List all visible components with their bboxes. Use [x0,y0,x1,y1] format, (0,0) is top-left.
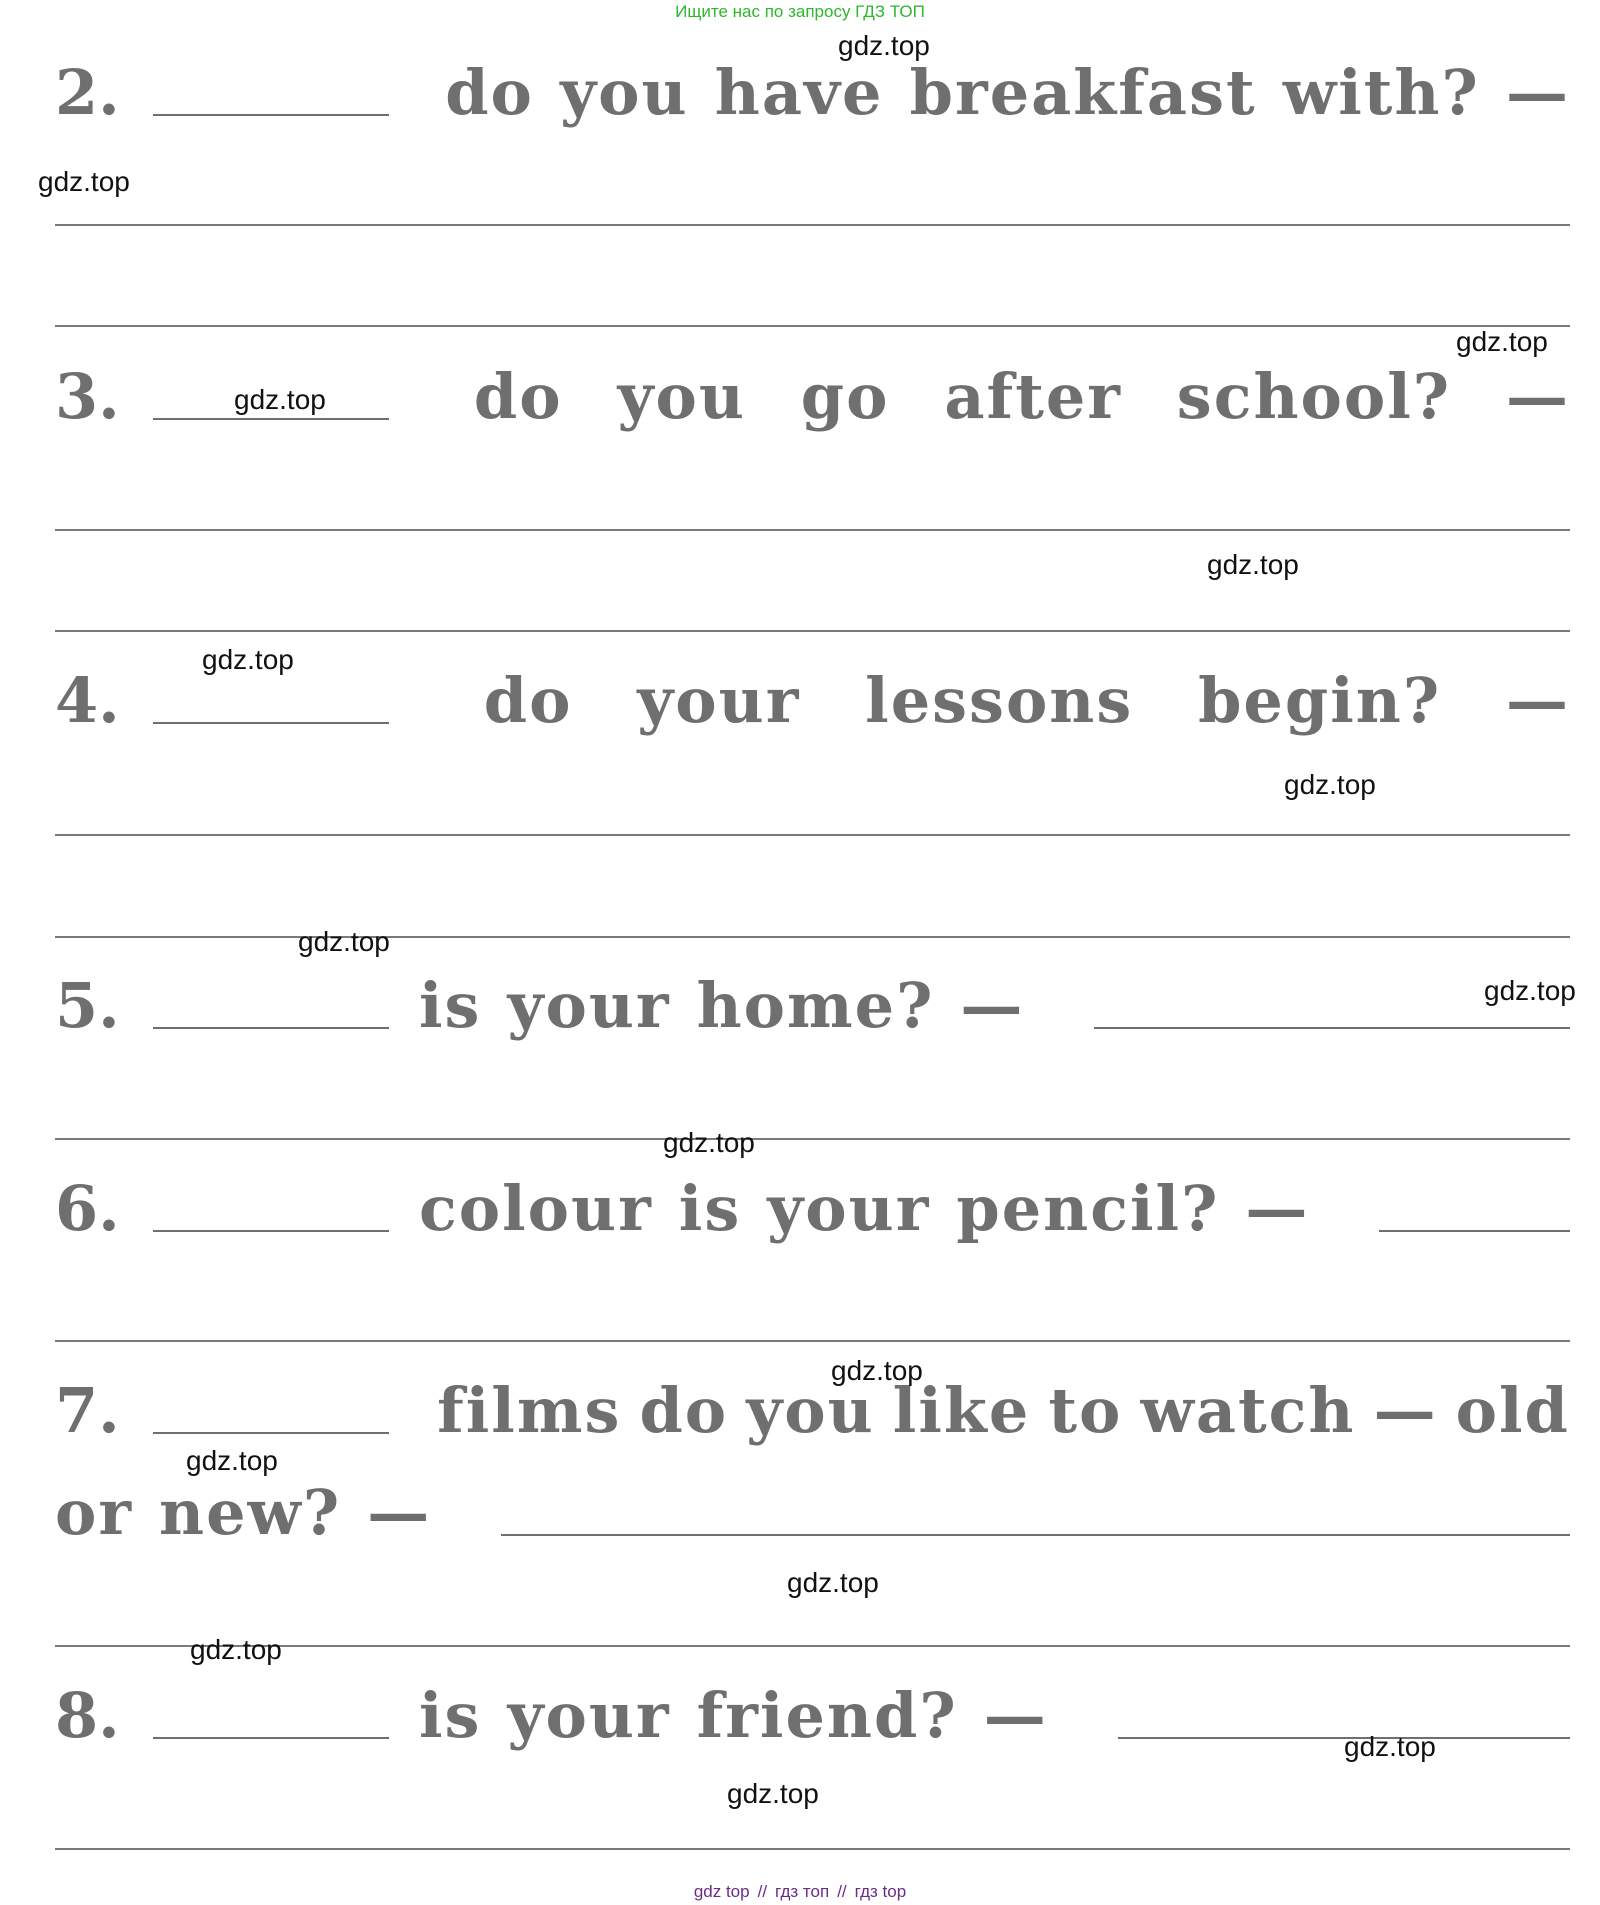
watermark: gdz.top [787,1567,879,1598]
watermark: gdz.top [1344,1731,1436,1762]
question-number: 8. [55,1679,120,1752]
question-4 [55,664,1570,737]
answer-line[interactable] [55,325,1570,327]
question-word: do [639,1374,729,1447]
question-word: to [1048,1374,1123,1447]
question-word: do [483,664,573,737]
question-number: 4. [55,664,120,737]
dash: — [960,969,1025,1042]
question-word: school? [1176,360,1452,433]
question-word: have [714,56,884,129]
question-word: — [1373,1374,1438,1447]
watermark: gdz.top [663,1127,755,1158]
question-number: 6. [55,1172,120,1245]
question-2 [55,56,1570,129]
watermark: gdz.top [727,1778,819,1809]
watermark: gdz.top [186,1445,278,1476]
answer-blank[interactable] [153,1432,389,1434]
question-word: films [437,1374,622,1447]
watermark: gdz.top [1456,326,1548,357]
question-7-start [55,1374,419,1447]
question-number: 5. [55,969,120,1042]
answer-blank[interactable] [153,1230,389,1232]
footer-links [0,1882,1600,1902]
question-word: your [507,969,671,1042]
watermark: gdz.top [1484,975,1576,1006]
question-word: you [617,360,746,433]
footer-link[interactable]: гдз top [854,1882,907,1901]
question-number: 7. [55,1374,120,1447]
question-word: go [800,360,890,433]
question-7 [55,1374,1570,1447]
question-word: do [445,56,534,129]
question-word: your [767,1172,931,1245]
answer-line[interactable] [55,1138,1570,1140]
answer-blank[interactable] [1094,1027,1570,1029]
answer-blank[interactable] [1379,1230,1570,1232]
footer-separator: // [757,1882,768,1901]
footer-link[interactable]: gdz top [693,1882,750,1901]
dash: — [983,1679,1048,1752]
answer-line[interactable] [55,224,1570,226]
question-6 [55,1172,1570,1245]
question-word: home? [696,969,935,1042]
question-word: like [892,1374,1031,1447]
question-number: 3. [55,360,120,433]
question-number: 2. [55,56,120,129]
question-word: friend? [696,1679,958,1752]
question-word: is [678,1172,742,1245]
question-word: begin? [1198,664,1442,737]
question-word: or [55,1476,134,1549]
top-search-note[interactable]: Ищите нас по запросу ГДЗ ТОП [675,2,925,21]
dash: — [1505,360,1570,433]
question-word: is [419,1679,482,1752]
answer-blank[interactable] [153,1027,389,1029]
question-word: after [944,360,1122,433]
question-word: lessons [865,664,1134,737]
question-word: new? [159,1476,342,1549]
watermark: gdz.top [831,1355,923,1386]
footer-link[interactable]: гдз топ [775,1882,830,1901]
question-8 [55,1679,1570,1752]
answer-blank[interactable] [153,722,389,724]
footer-separator: // [837,1882,847,1901]
answer-line[interactable] [55,936,1570,938]
answer-line[interactable] [55,1340,1570,1342]
question-word: watch [1140,1374,1356,1447]
question-word: with? [1282,56,1480,129]
watermark: gdz.top [202,644,294,675]
watermark: gdz.top [1207,549,1299,580]
watermark: gdz.top [38,166,130,197]
question-7-continuation [55,1476,1570,1549]
answer-blank[interactable] [153,114,389,116]
question-word: breakfast [909,56,1257,129]
answer-blank[interactable] [153,418,389,420]
question-word: your [507,1679,671,1752]
watermark: gdz.top [234,384,326,415]
dash: — [367,1476,432,1549]
answer-line[interactable] [55,529,1570,531]
answer-line[interactable] [55,630,1570,632]
watermark: gdz.top [298,926,390,957]
question-word: pencil? [956,1172,1220,1245]
watermark: gdz.top [838,30,930,61]
dash: — [1506,56,1570,129]
answer-blank[interactable] [501,1534,1570,1536]
answer-line[interactable] [55,1848,1570,1850]
question-word: colour [419,1172,653,1245]
question-word: you [746,1374,875,1447]
question-word: is [419,969,482,1042]
question-word: old [1455,1374,1570,1447]
question-2-start [55,56,419,129]
question-5 [55,969,1570,1042]
answer-line[interactable] [55,834,1570,836]
question-word: do [473,360,563,433]
answer-blank[interactable] [153,1737,389,1739]
watermark: gdz.top [1284,769,1376,800]
question-4-start [55,664,419,737]
dash: — [1245,1172,1310,1245]
answer-line[interactable] [55,1645,1570,1647]
question-word: you [560,56,689,129]
question-word: your [637,664,801,737]
dash: — [1505,664,1570,737]
watermark: gdz.top [190,1634,282,1665]
